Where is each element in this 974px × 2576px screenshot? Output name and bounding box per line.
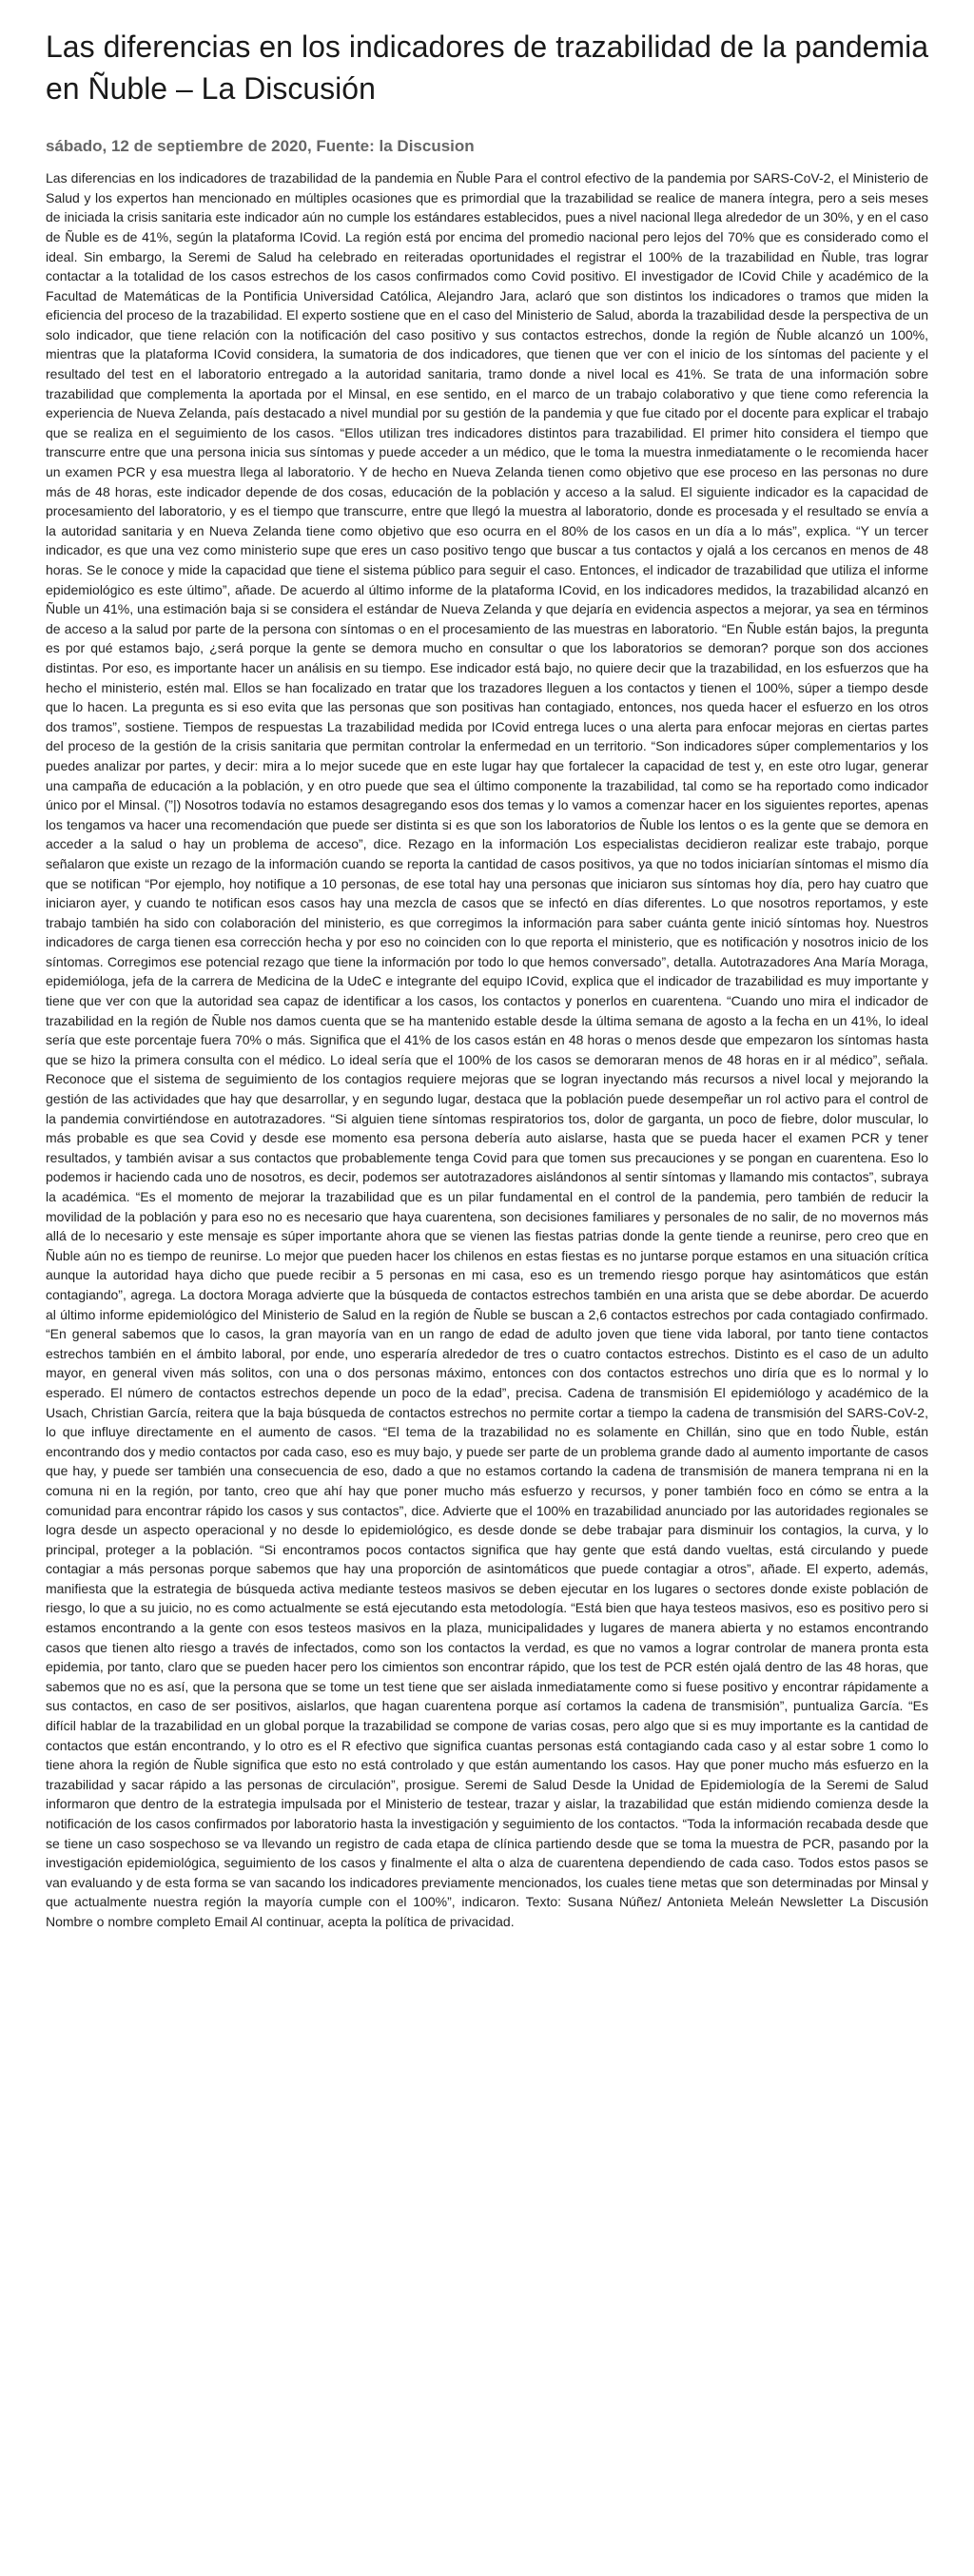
article-date-source: sábado, 12 de septiembre de 2020, Fuente: la Discusion xyxy=(46,137,475,156)
article-body: Las diferencias en los indicadores de trazabilidad de la pandemia en Ñuble Para el control efectivo de la pandemia por SARS-CoV-2, el Ministerio de Salud y los expertos han mencionado en múltiples ocasiones que es primordial que la trazabilidad se realice de manera íntegra, pero a seis meses de iniciada la crisis sanitaria este indicador aún no cumple los estándares establecidos, pues a nivel nacional llega alrededor de un 30%, y en el caso de Ñuble es de 41%, según la plataforma ICovid. La región está por encima del promedio nacional pero lejos del 70% que es considerado como el ideal. Sin embargo, la Seremi de Salud ha celebrado en reiteradas oportunidades el registrar el 100% de la trazabilidad en Ñuble, tras lograr contactar a la totalidad de los casos estrechos de los casos confirmados como Covid positivo. El investigador de ICovid Chile y académico de la Facultad de Matemáticas de la Pontificia Universidad Católica, Alejandro Jara, aclaró que son distintos los indicadores o tramos que miden la eficiencia del proceso de la trazabilidad. El experto sostiene que en el caso del Ministerio de Salud, aborda la trazabilidad desde la perspectiva de un solo indicador, que tiene relación con la notificación del caso positivo y sus contactos estrechos, donde la región de Ñuble alcanzó un 100%, mientras que la plataforma ICovid considera, la sumatoria de dos indicadores, que tienen que ver con el inicio de los síntomas del paciente y el resultado del test en el laboratorio entregado a la autoridad sanitaria, tramo donde a nivel local es 41%. Se trata de una información sobre trazabilidad que complementa la aportada por el Minsal, en ese sentido, en el marco de un trabajo colaborativo y que tiene como referencia la experiencia de Nueva Zelanda, país destacado a nivel mundial por su gestión de la pandemia y que fue citado por el docente para explicar el trabajo que se realiza en el seguimiento de los casos. “Ellos utilizan tres indicadores distintos para trazabilidad. El primer hito considera el tiempo que transcurre entre que una persona inicia sus síntomas y puede acceder a un médico, que le toma la muestra inmediatamente o le recomienda hacer un examen PCR y esa muestra llega al laboratorio. Y de hecho en Nueva Zelanda tienen como objetivo que ese proceso en las personas no dure más de 48 horas, este indicador depende de dos cosas, educación de la población y acceso a la salud. El siguiente indicador es la capacidad de procesamiento del laboratorio, y es el tiempo que transcurre, entre que llegó la muestra al laboratorio, donde es procesada y el resultado se envía a la autoridad sanitaria y en Nueva Zelanda tiene como objetivo que eso ocurra en el 80% de los casos en un día a lo más”, explica. “Y un tercer indicador, es que una vez como ministerio supe que eres un caso positivo tengo que buscar a tus contactos y ojalá a los cercanos en menos de 48 horas. Se le conoce y mide la capacidad que tiene el sistema público para seguir el caso. Entonces, el indicador de trazabilidad que utiliza el informe epidemiológico es este último”, añade. De acuerdo al último informe de la plataforma ICovid, en los indicadores medidos, la trazabilidad alcanzó en Ñuble un 41%, una estimación baja si se considera el estándar de Nueva Zelanda y que dejaría en evidencia aspectos a mejorar, ya sea en términos de acceso a la salud por parte de la persona con síntomas o en el procesamiento de las muestras en laboratorio. “En Ñuble están bajos, la pregunta es por qué estamos bajo, ¿será porque la gente se demora mucho en consultar o que los laboratorios se demoran? porque son dos acciones distintas. Por eso, es importante hacer un análisis en su tiempo. Ese indicador está bajo, no quiere decir que la trazabilidad, en los esfuerzos que ha hecho el ministerio, estén mal. Ellos se han focalizado en tratar que los trazadores lleguen a los contactos y tienen el 100%, súper a tiempo desde que lo hacen. La pregunta es si eso evita que las personas que son positivas han contagiado, entonces, nos queda hacer el esfuerzo en los otros dos tramos”, sostiene. Tiempos de respuestas La trazabilidad medida por ICovid entrega luces o una alerta para enfocar mejoras en ciertas partes del proceso de la gestión de la crisis sanitaria que permitan controlar la enfermedad en un territorio. “Son indicadores súper complementarios y los puedes analizar por partes, y decir: mira a lo mejor sucede que en este lugar hay que fortalecer la capacidad de test y, en este otro lugar, generar una campaña de educación a la población, y en otro puede que sea el último componente la trazabilidad, tal como se ha reportado como indicador único por el Minsal. (”|) Nosotros todavía no estamos desagregando esos dos temas y lo vamos a comenzar hacer en los siguientes reportes, apenas los tengamos va hacer una recomendación que puede ser distinta si es que son los laboratorios de Ñuble los lentos o es la gente que se demora en acceder a la salud o hay un problema de acceso”, dice. Rezago en la información Los especialistas decidieron realizar este trabajo, porque señalaron que existe un rezago de la información cuando se reporta la cantidad de casos positivos, ya que no todos iniciarían síntomas el mismo día que se notifican “Por ejemplo, hoy notifique a 10 personas, de ese total hay una personas que iniciaron sus síntomas hoy día, pero hay cuatro que iniciaron ayer, y cuando te notifican esos casos hay una mezcla de casos que se infectó en días diferentes. Lo que nosotros reportamos, y este trabajo también ha sido con colaboración del ministerio, es que corregimos la información para saber cuánta gente inició síntomas hoy. Nuestros indicadores de carga tienen esa corrección hecha y por eso no coinciden con lo que reporta el ministerio, que es notificación y nosotros inicio de los síntomas. Corregimos ese potencial rezago que tiene la información por todo lo que hemos conversado”, detalla. Autotrazadores Ana María Moraga, epidemióloga, jefa de la carrera de Medicina de la UdeC e integrante del equipo ICovid, explica que el indicador de trazabilidad es muy importante y tiene que ver con que la autoridad sea capaz de identificar a los casos, los contactos y ponerlos en cuarentena. “Cuando uno mira el indicador de trazabilidad en la región de Ñuble nos damos cuenta que se ha mantenido estable desde la última semana de agosto a la fecha en un 41%, lo ideal sería que este porcentaje fuera 70% o más. Significa que el 41% de los casos están en 48 horas o menos desde que empezaron los síntomas hasta que se hizo la primera consulta con el médico. Lo ideal sería que el 100% de los casos se demoraran menos de 48 horas en ir al médico”, señala. Reconoce que el sistema de seguimiento de los contagios requiere mejoras que se logran inyectando más recursos a nivel local y mejorando la gestión de las actividades que hay que desarrollar, y en segundo lugar, destaca que la población puede desempeñar un rol activo para el control de la pandemia convirtiéndose en autotrazadores. “Si alguien tiene síntomas respiratorios tos, dolor de garganta, un poco de fiebre, dolor muscular, lo más probable es que sea Covid y desde ese momento esa persona debería auto aislarse, hasta que se pueda hacer el examen PCR y tener resultados, y también avisar a sus contactos que probablemente tenga Covid para que tomen sus precauciones y se pongan en cuarentena. Eso lo podemos ir haciendo cada uno de nosotros, es decir, podemos ser autotrazadores aislándonos al sentir síntomas y llamando mis contactos”, subraya la académica. “Es el momento de mejorar la trazabilidad que es un pilar fundamental en el control de la pandemia, pero también de reducir la movilidad de la población y para eso no es necesario que haya cuarentena, son decisiones familiares y personales de no salir, de no movernos más allá de lo necesario y este mensaje es súper importante ahora que se vienen las fiestas patrias donde la gente tiende a reunirse, pero creo que en Ñuble aún no es tiempo de reunirse. Lo mejor que pueden hacer los chilenos en estas fiestas es no juntarse porque estamos en una situación crítica aunque la autoridad haya dicho que puede recibir a 5 personas en mi casa, eso es un tremendo riesgo porque hay asintomáticos que están contagiando”, agrega. La doctora Moraga advierte que la búsqueda de contactos estrechos también en una arista que se debe abordar. De acuerdo al último informe epidemiológico del Ministerio de Salud en la región de Ñuble se buscan a 2,6 contactos estrechos por cada contagiado confirmado. “En general sabemos que lo casos, la gran mayoría van en un rango de edad de adulto joven que tiene vida laboral, por tanto tiene contactos estrechos también en el ámbito laboral, por ende, uno esperaría alrededor de tres o cuatro contactos estrechos. Distinto es el caso de un adulto mayor, en general viven más solitos, con una o dos personas máximo, entonces con dos contactos estrechos uno diría que es lo normal y lo esperado. El número de contactos estrechos depende un poco de la edad”, precisa. Cadena de transmisión El epidemiólogo y académico de la Usach, Christian García, reitera que la baja búsqueda de contactos estrechos no permite cortar a tiempo la cadena de transmisión del SARS-CoV-2, lo que influye directamente en el aumento de casos. “El tema de la trazabilidad no es solamente en Chillán, sino que en todo Ñuble, están encontrando dos y medio contactos por cada caso, eso es muy bajo, y puede ser parte de un problema grande dado al aumento importante de casos que hay, y puede ser también una consecuencia de eso, dado a que no estamos cortando la cadena de transmisión de manera temprana ni en la comuna ni en la región, por tanto, creo que ahí hay que poner mucho más esfuerzo y recursos, y poner también foco en cómo se entra a la comunidad para encontrar rápido los casos y sus contactos”, dice. Advierte que el 100% en trazabilidad anunciado por las autoridades regionales se logra desde un aspecto operacional y no desde lo epidemiológico, es desde donde se debe trabajar para disminuir los contagios, la curva, y lo principal, proteger a la población. “Si encontramos pocos contactos significa que hay gente que está dando vueltas, está circulando y puede contagiar a más personas porque sabemos que hay una proporción de asintomáticos que puede contagiar a otros”, añade. El experto, además, manifiesta que la estrategia de búsqueda activa mediante testeos masivos se deben ejecutar en los lugares o sectores donde existe población de riesgo, lo que a su juicio, no es como actualmente se está ejecutando esta metodología. “Está bien que haya testeos masivos, eso es positivo pero si estamos encontrando a la gente con esos testeos masivos en la plaza, municipalidades y lugares de manera abierta y no estamos encontrando casos que tienen alto riesgo a través de infectados, como son los contactos la verdad, es que no vamos a lograr controlar de manera pronta esta epidemia, por tanto, claro que se pueden hacer pero los cimientos son encontrar rápido, que los test de PCR estén ojalá dentro de las 48 horas, que sabemos que no es así, que la persona que se tome un test tiene que ser aislada inmediatamente como si fuese positivo y encontrar rápidamente a sus contactos, en caso de ser positivos, aislarlos, que hagan cuarentena porque así cortamos la cadena de transmisión”, puntualiza García. “Es difícil hablar de la trazabilidad en un global porque la trazabilidad se compone de varias cosas, pero algo que si es muy importante es la cantidad de contactos que están encontrando, y lo otro es el R efectivo que significa cuantas personas está contagiando cada caso y al estar sobre 1 como lo tiene ahora la región de Ñuble significa que esto no está controlado y que están aumentando los casos. Hay que poner mucho más esfuerzo en la trazabilidad y sacar rápido a las personas de circulación”, prosigue. Seremi de Salud Desde la Unidad de Epidemiología de la Seremi de Salud informaron que dentro de la estrategia impulsada por el Ministerio de testear, trazar y aislar, la trazabilidad que están midiendo comienza desde la notificación de los casos confirmados por laboratorio hasta la investigación y seguimiento de los contactos. “Toda la información recabada desde que se tiene un caso sospechoso se va llevando un registro de cada etapa de clínica partiendo desde que se toma la muestra de PCR, pasando por la investigación epidemiológica, seguimiento de los casos y finalmente el alta o alza de cuarentena dependiendo de cada caso. Todos estos pasos se van evaluando y de esta forma se van sacando los indicadores previamente mencionados, los cuales tiene metas que son determinadas por Minsal y que actualmente nuestra región la mayoría cumple con el 100%”, indicaron. Texto: Susana Núñez/ Antonieta Meleán Newsletter La Discusión Nombre o nombre completo Email Al continuar, acepta la política de privacidad. xyxy=(46,170,928,1929)
article-title: Las diferencias en los indicadores de trazabilidad de la pandemia en Ñuble – La Discusión xyxy=(46,29,928,106)
